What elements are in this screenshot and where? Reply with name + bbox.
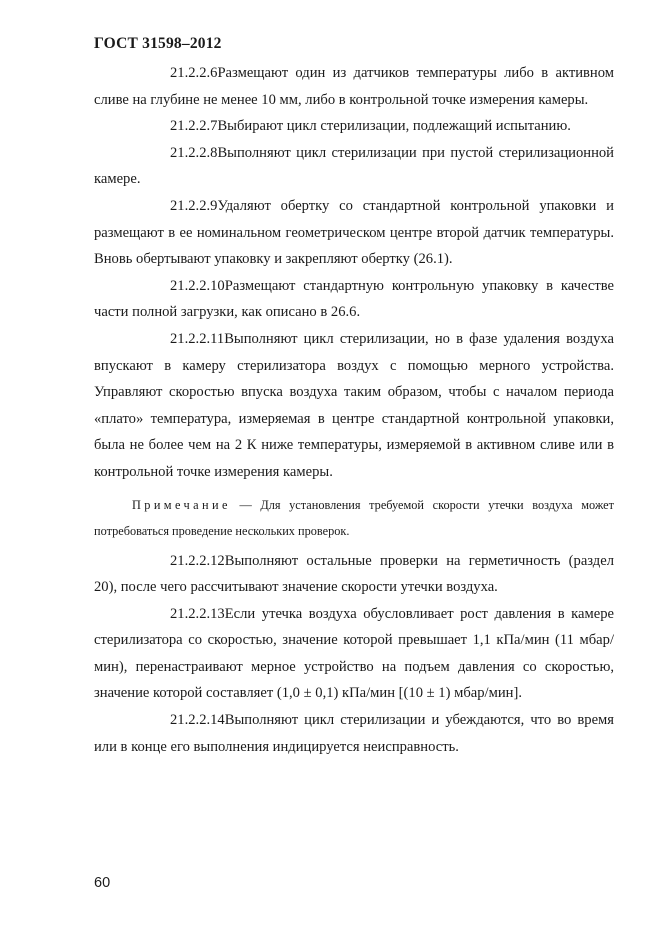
note <box>94 492 614 544</box>
clause-text: Размещают стандартную контрольную упаковку в качестве части полной загрузки, как описано в 26.6. <box>94 277 614 321</box>
clause-text: Размещают один из датчиков температуры либо в активном сливе на глубине не менее 10 мм, либо в контрольной точке измерения камеры. <box>94 65 614 108</box>
clause-number: 21.2.2.6 <box>170 65 218 81</box>
clause-21-2-2-14 <box>94 707 614 760</box>
page-number: 60 <box>94 875 111 891</box>
clause-number: 21.2.2.9 <box>170 197 218 214</box>
clause-21-2-2-7 <box>94 113 614 140</box>
clause-21-2-2-8 <box>94 140 614 193</box>
clause-text: Удаляют обертку со стандартной контрольной упаковки и размещают в ее номинальном геометрическом центре второй датчик температуры. Вновь обертывают упаковку и закрепляют обертку (26.1). <box>94 197 614 268</box>
clause-text: Если утечка воздуха обусловливает рост давления в камере стерилизатора со скоростью, значение которой превышает 1,1 кПа/мин (11 мбар/мин), перенастраивают мерное устройство на подъем давления со скоростью, значение которой составляет (1,0 ± 0,1) кПа/мин [(10 ± 1) мбар/мин]. <box>94 605 614 702</box>
clause-text: Выполняют цикл стерилизации при пустой стерилизационной камере. <box>94 144 614 188</box>
clause-number: 21.2.2.14 <box>170 712 225 729</box>
clause-number: 21.2.2.11 <box>170 330 225 347</box>
clause-number: 21.2.2.8 <box>170 144 218 161</box>
clause-21-2-2-13 <box>94 601 614 707</box>
clause-number: 21.2.2.13 <box>170 605 225 622</box>
clause-number: 21.2.2.7 <box>170 118 218 135</box>
clause-text: Выполняют цикл стерилизации, но в фазе удаления воздуха впускают в камеру стерилизатора воздух с помощью мерного устройства. Управляют скоростью впуска воздуха таким образом, чтобы с началом периода «плато» температура, измеряемая в центре стандартной контрольной упаковки, была не более чем на 2 К ниже температуры, измеряемой в активном сливе или в контрольной точке измерения камеры. <box>94 330 614 480</box>
note-text: Для установления требуемой скорости утечки воздуха может потребоваться проведение нескольких проверок. <box>94 497 615 538</box>
clause-text: Выбирают цикл стерилизации, подлежащий испытанию. <box>217 118 571 135</box>
clause-21-2-2-9 <box>94 193 614 273</box>
document-header: ГОСТ 31598–2012 <box>94 35 222 52</box>
clause-number: 21.2.2.10 <box>170 277 225 294</box>
clause-text: Выполняют цикл стерилизации и убеждаются, что во время или в конце его выполнения индицируется неисправность. <box>94 712 614 755</box>
clause-21-2-2-12 <box>94 548 614 601</box>
document-body <box>94 60 614 760</box>
clause-21-2-2-6 <box>94 60 614 113</box>
clause-21-2-2-10 <box>94 273 614 326</box>
clause-21-2-2-11 <box>94 326 614 486</box>
clause-text: Выполняют остальные проверки на герметичность (раздел 20), после чего рассчитывают значение скорости утечки воздуха. <box>94 552 614 596</box>
clause-number: 21.2.2.12 <box>170 552 225 569</box>
note-dash: — <box>239 497 252 512</box>
note-label: Примечание <box>132 497 231 512</box>
